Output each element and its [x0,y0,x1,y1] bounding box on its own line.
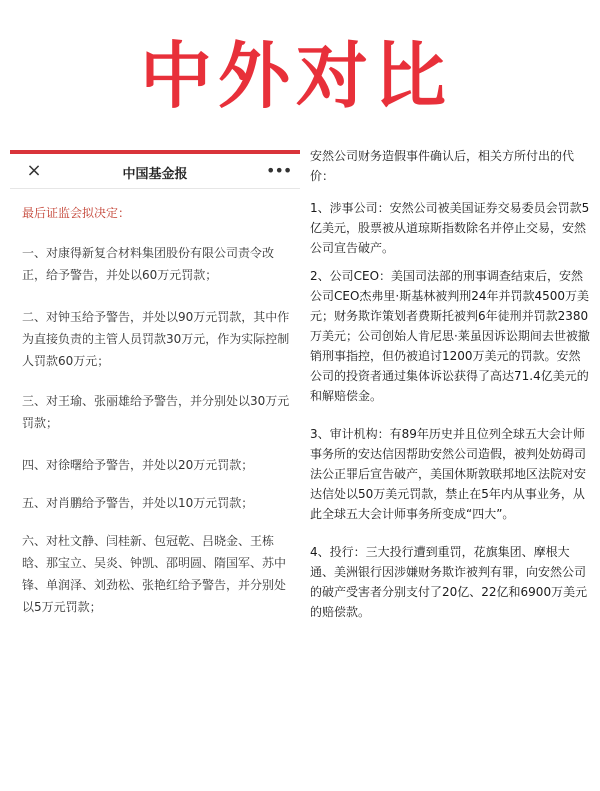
point-paragraph: 1、涉事公司：安然公司被美国证券交易委员会罚款5亿美元，股票被从道琼斯指数除名并停止交易，安然公司宣告破产。 [310,201,590,255]
article-screenshot [10,156,300,616]
close-icon[interactable]: × [26,160,42,181]
decision-item: 二、对钟玉给予警告，并处以90万元罚款，其中作为直接负责的主管人员罚款30万元，作为实际控制人罚款60万元； [22,310,290,368]
point-paragraph: 3、审计机构：有89年历史并且位列全球五大会计师事务所的安达信因帮助安然公司造假，被判处妨碍司法公正罪后宣告破产，美国休斯敦联邦地区法院对安达信处以50万美元罚款，禁止在5年内从事业务，从此全球五大会计师事务所变成“四大”。 [310,427,587,521]
decision-item: 六、对杜文静、闫桂新、包冠乾、吕晓金、王栋晗、那宝立、吴炎、钟凯、邵明圆、隋国军、苏中锋、单润泽、刘劲松、张艳红给予警告，并分别处以5万元罚款； [22,534,287,614]
intro-paragraph: 安然公司财务造假事件确认后，相关方所付出的代价： [310,149,575,183]
banner [0,0,600,140]
banner-title: 中外对比 [140,34,453,118]
point-paragraph: 4、投行：三大投行遭到重罚，花旗集团、摩根大通、美洲银行因涉嫌财务欺诈被判有罪，向安然公司的破产受害者分别支付了20亿、22亿和6900万美元的赔偿款。 [310,545,588,619]
decision-item: 四、对徐曙给予警告，并处以20万元罚款； [22,458,254,472]
comparison-text [310,146,592,619]
red-divider [10,150,300,154]
decision-item: 三、对王瑜、张丽雄给予警告，并分别处以30万元罚款； [22,394,290,430]
point-paragraph: 2、公司CEO：美国司法部的刑事调查结束后，安然公司CEO杰弗里·斯基林被判刑24年并罚款4500万美元；财务欺诈策划者费斯托被判6年徒刑并罚款2380万美元；公司创始人肯尼思·莱虽因诉讼期间去世被撤销刑事指控，但仍被追讨1200万美元的罚款。安然公司的投资者通过集体诉讼获得了高达71.4亿美元的和解赔偿金。 [310,269,590,403]
app-title: 中国基金报 [122,167,188,182]
more-icon[interactable]: ••• [266,161,292,180]
decision-item: 五、对肖鹏给予警告，并处以10万元罚款； [22,496,254,510]
app-bar [10,156,300,189]
decision-heading: 最后证监会拟决定： [22,206,131,220]
decision-item: 一、对康得新复合材料集团股份有限公司责令改正，给予警告，并处以60万元罚款； [22,246,275,282]
